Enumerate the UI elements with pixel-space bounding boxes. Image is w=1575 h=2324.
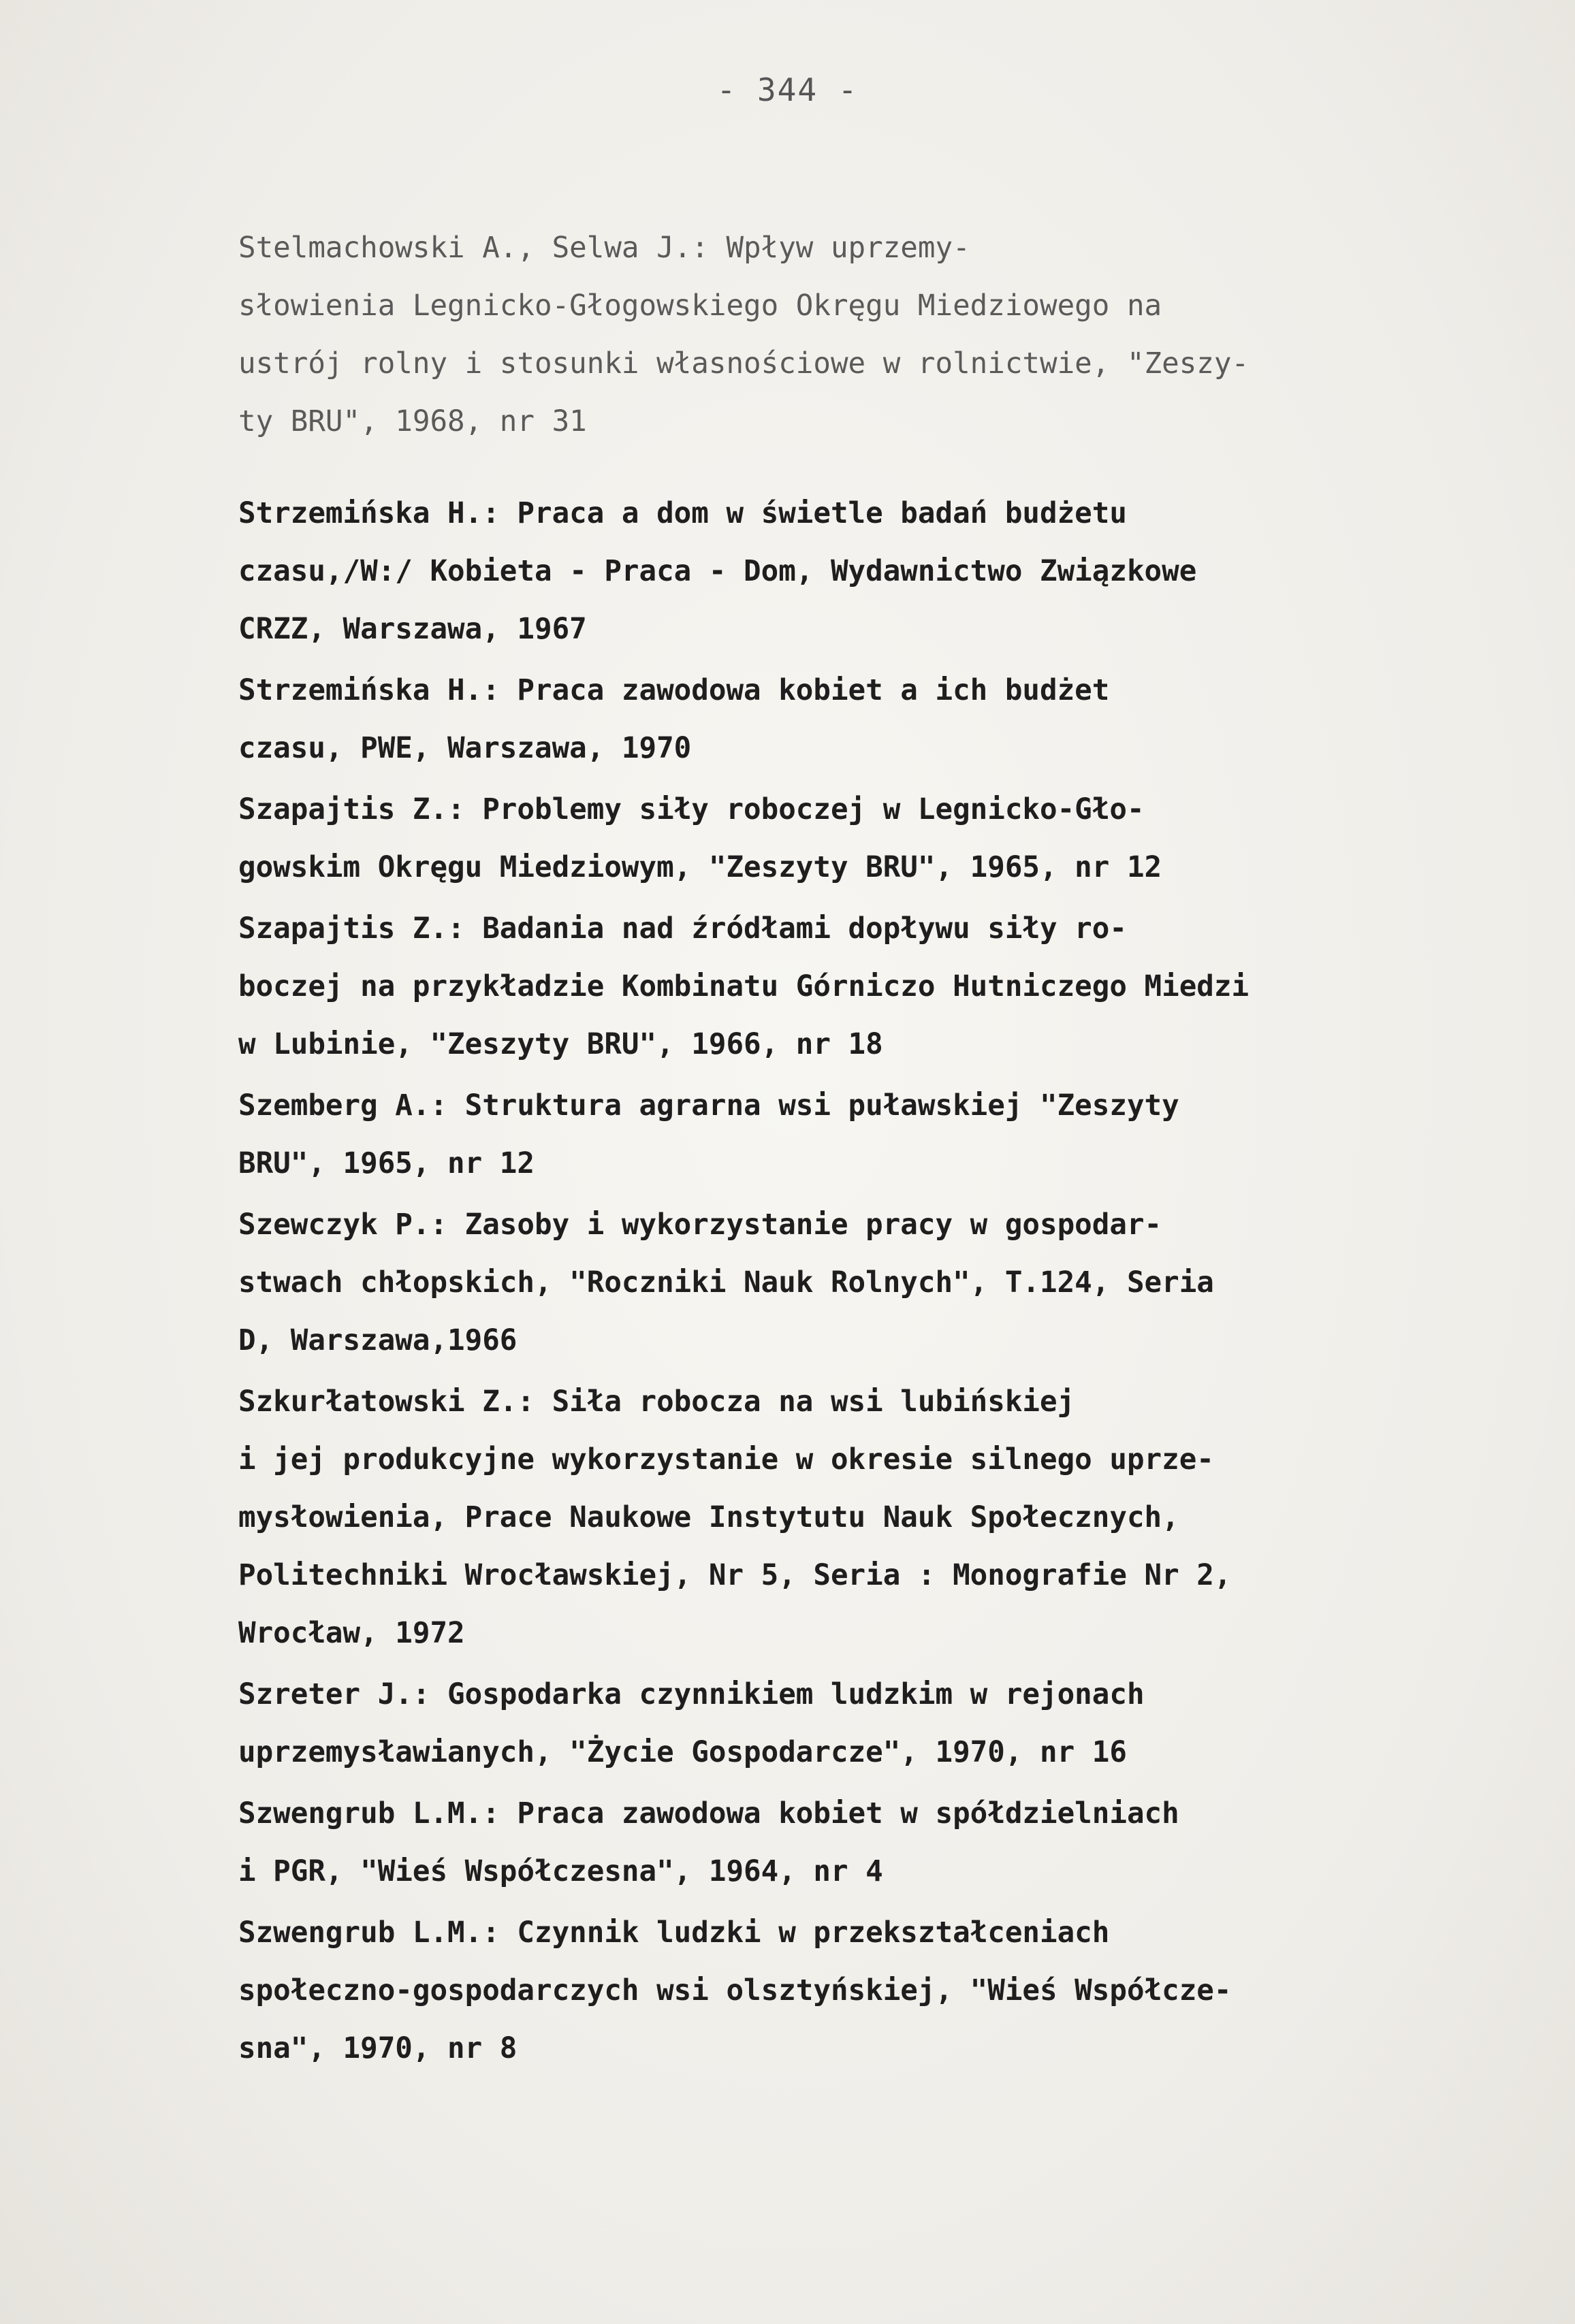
bibliography-entry xyxy=(238,1666,1559,1781)
entry-line: i PGR, "Wieś Współczesna", 1964, nr 4 xyxy=(238,1855,883,1888)
bibliography-entry xyxy=(238,1785,1559,1901)
entry-line: i jej produkcyjne wykorzystanie w okresie silnego uprze- xyxy=(238,1443,1214,1476)
entry-line: czasu, PWE, Warszawa, 1970 xyxy=(238,732,692,765)
entry-line: boczej na przykładzie Kombinatu Górniczo Hutniczego Miedzi xyxy=(238,970,1250,1003)
entry-line: uprzemysławianych, "Życie Gospodarcze", 1970, nr 16 xyxy=(238,1736,1127,1769)
entry-line: Szewczyk P.: Zasoby i wykorzystanie pracy w gospodar- xyxy=(238,1208,1162,1242)
entry-line: Szemberg A.: Struktura agrarna wsi puławskiej "Zeszyty xyxy=(238,1089,1179,1123)
entry-line: D, Warszawa,1966 xyxy=(238,1324,518,1357)
entry-line: stwach chłopskich, "Roczniki Nauk Rolnych", T.124, Seria xyxy=(238,1266,1214,1300)
entry-line: CRZZ, Warszawa, 1967 xyxy=(238,613,587,646)
bibliography-entry xyxy=(238,219,1559,451)
entry-line: czasu,/W:/ Kobieta - Praca - Dom, Wydawnictwo Związkowe xyxy=(238,555,1197,588)
entry-line: sna", 1970, nr 8 xyxy=(238,2032,518,2065)
entry-line: w Lubinie, "Zeszyty BRU", 1966, nr 18 xyxy=(238,1028,883,1061)
entry-line: społeczno-gospodarczych wsi olsztyńskiej, "Wieś Współcze- xyxy=(238,1974,1232,2007)
bibliography-entry xyxy=(238,1077,1559,1193)
page-number: - 344 - xyxy=(716,71,859,108)
entry-line: Strzemińska H.: Praca a dom w świetle badań budżetu xyxy=(238,497,1127,530)
entry-line: Szwengrub L.M.: Czynnik ludzki w przekształceniach xyxy=(238,1916,1110,1950)
entry-line: Szwengrub L.M.: Praca zawodowa kobiet w spółdzielniach xyxy=(238,1797,1179,1830)
entry-line: Szapajtis Z.: Problemy siły roboczej w Legnicko-Gło- xyxy=(238,793,1145,826)
bibliography-entry xyxy=(238,1196,1559,1370)
entry-line: Politechniki Wrocławskiej, Nr 5, Seria : Monografie Nr 2, xyxy=(238,1559,1232,1592)
bibliography-entry xyxy=(238,781,1559,897)
bibliography-entry xyxy=(238,485,1559,658)
entry-line: ustrój rolny i stosunki własnościowe w rolnictwie, "Zeszy- xyxy=(238,347,1250,381)
entry-line: Szapajtis Z.: Badania nad źródłami dopływu siły ro- xyxy=(238,912,1127,946)
entry-line: mysłowienia, Prace Naukowe Instytutu Nauk Społecznych, xyxy=(238,1501,1179,1534)
entry-line: ty BRU", 1968, nr 31 xyxy=(238,405,587,438)
entry-line: Szreter J.: Gospodarka czynnikiem ludzkim w rejonach xyxy=(238,1678,1145,1711)
bibliography-list xyxy=(238,219,1559,2081)
bibliography-entry xyxy=(238,1904,1559,2078)
bibliography-entry xyxy=(238,1373,1559,1662)
entry-line: BRU", 1965, nr 12 xyxy=(238,1147,535,1180)
entry-line: gowskim Okręgu Miedziowym, "Zeszyty BRU", 1965, nr 12 xyxy=(238,851,1162,884)
entry-line: Szkurłatowski Z.: Siła robocza na wsi lubińskiej xyxy=(238,1385,1075,1419)
bibliography-entry xyxy=(238,900,1559,1074)
entry-line: słowienia Legnicko-Głogowskiego Okręgu Miedziowego na xyxy=(238,289,1162,323)
entry-line: Stelmachowski A., Selwa J.: Wpływ uprzemy- xyxy=(238,231,970,265)
entry-line: Strzemińska H.: Praca zawodowa kobiet a ich budżet xyxy=(238,674,1110,707)
bibliography-entry xyxy=(238,662,1559,777)
entry-line: Wrocław, 1972 xyxy=(238,1617,465,1650)
